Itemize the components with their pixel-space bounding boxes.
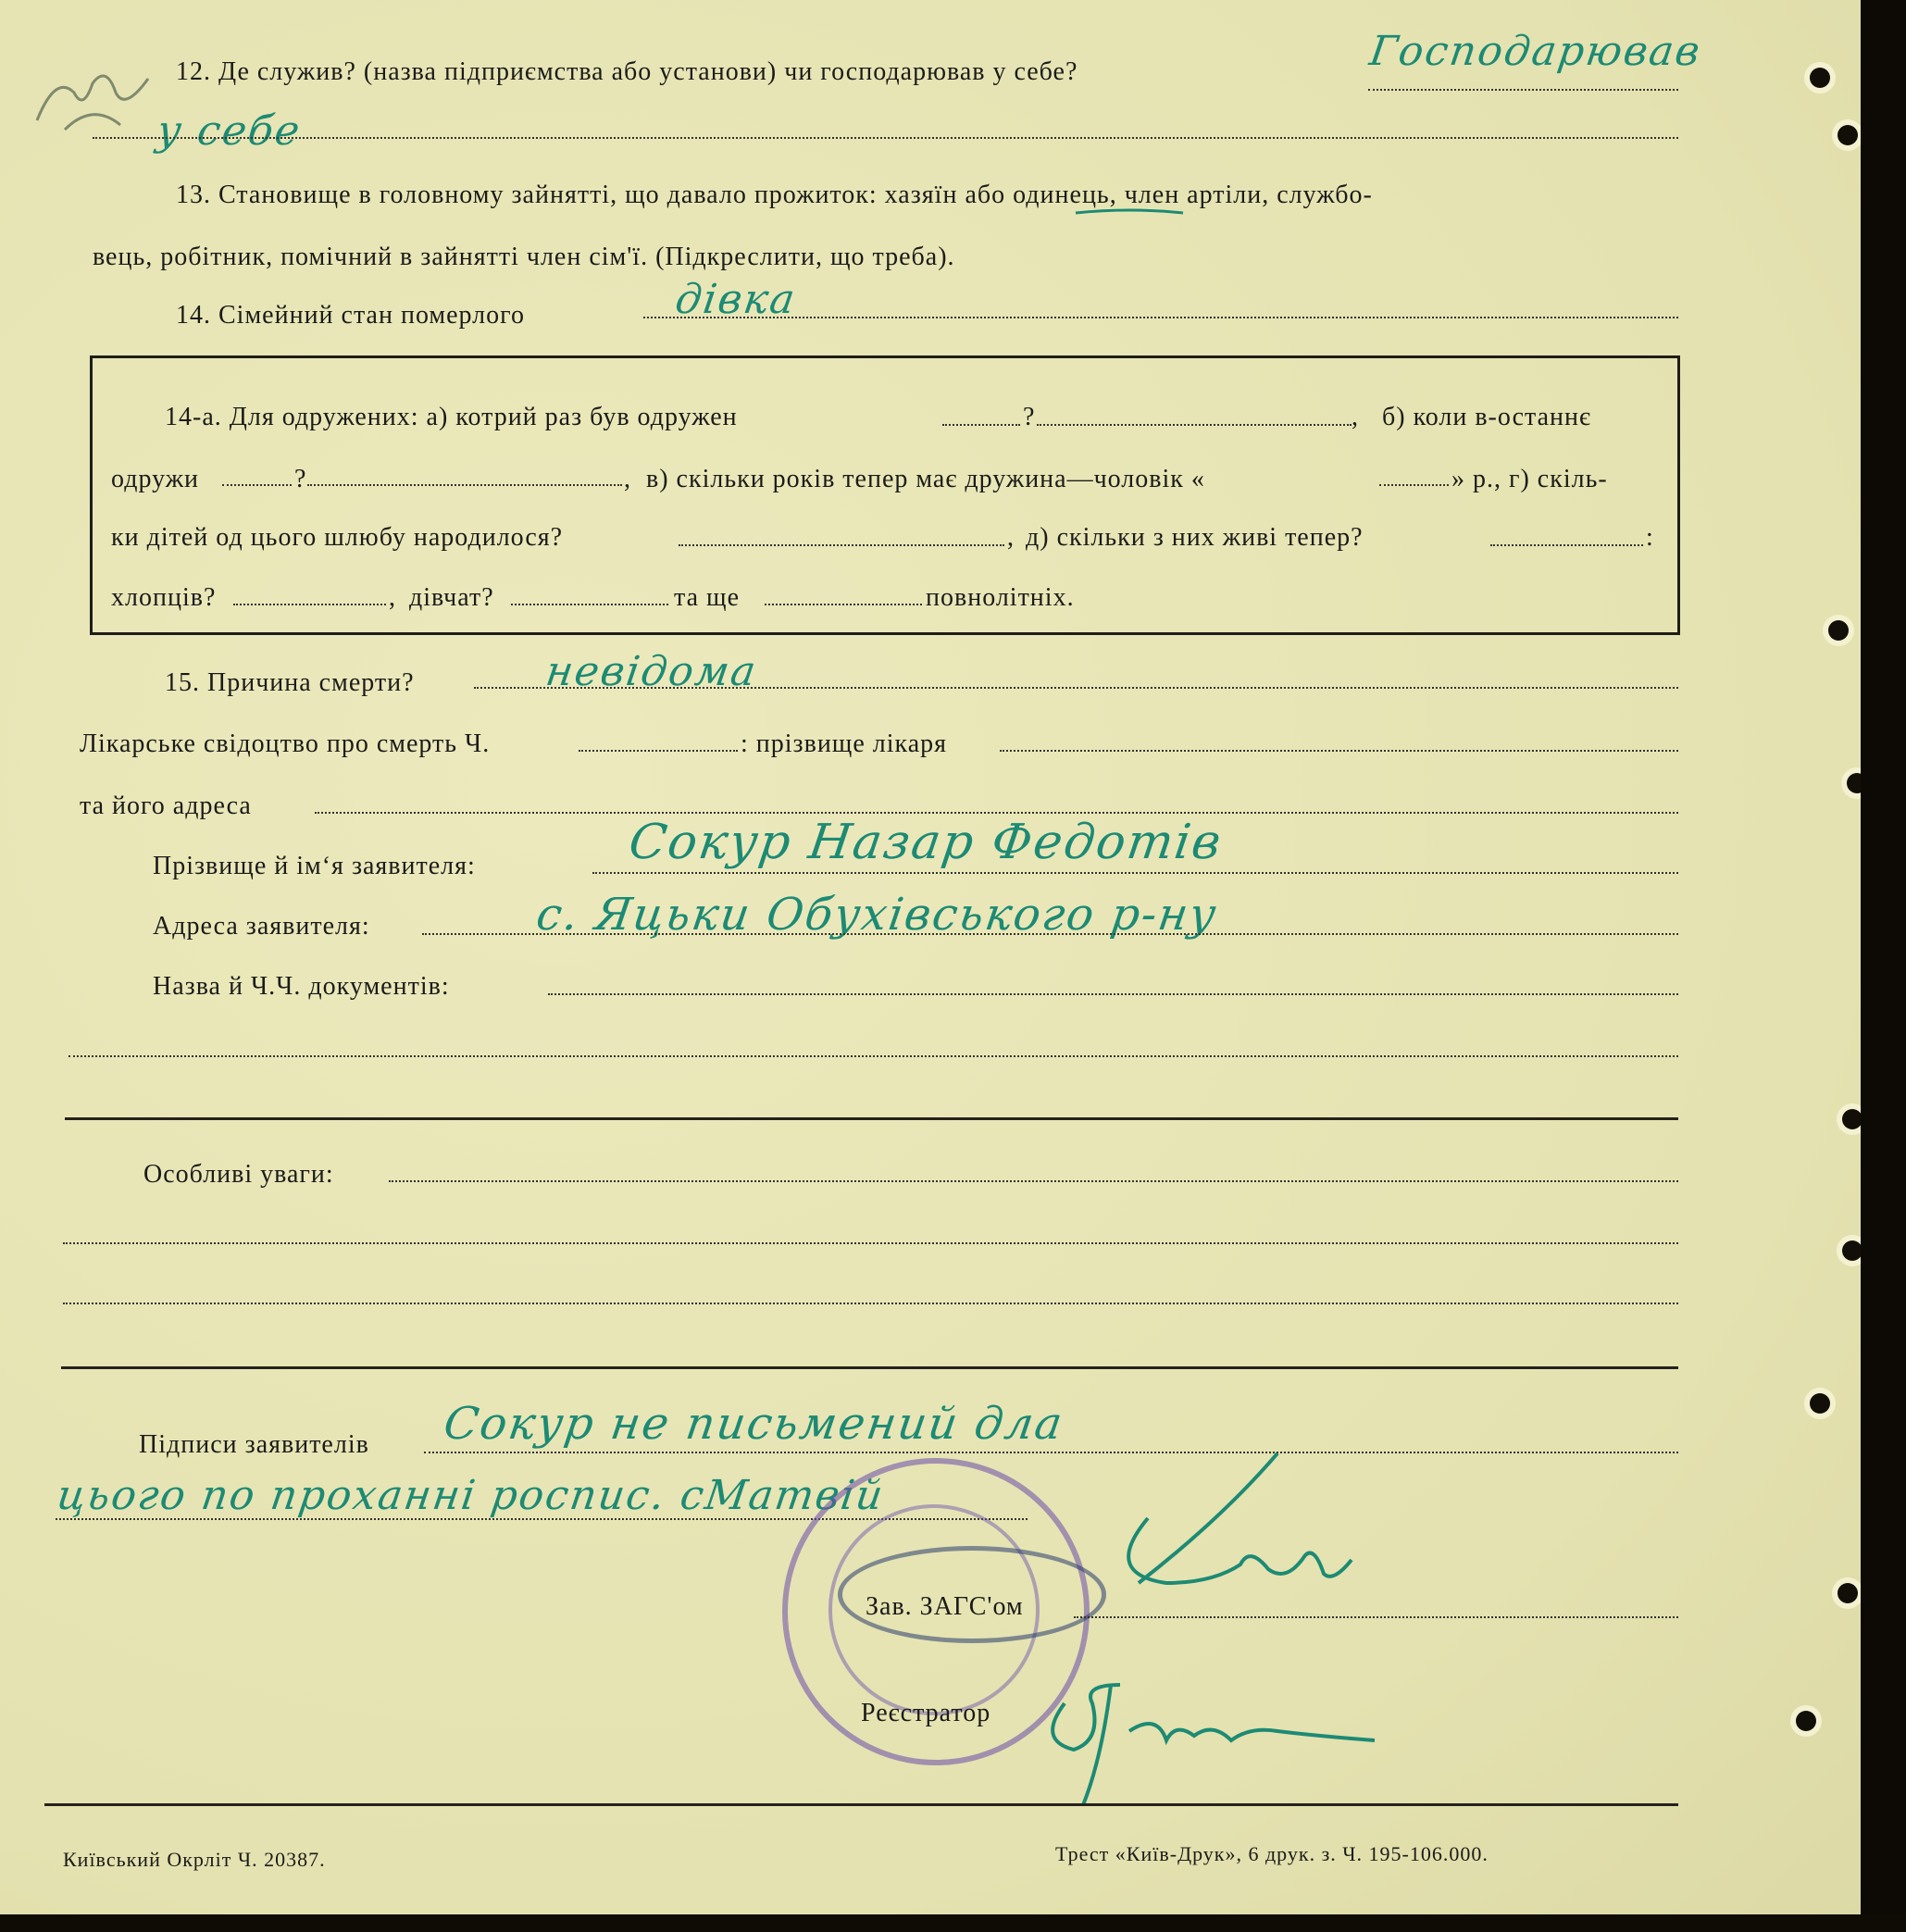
signatures-field-1 <box>424 1452 1678 1453</box>
applicant-addr-field <box>422 933 1678 935</box>
punch-hole <box>1837 1583 1858 1603</box>
q14a-field-boys <box>233 604 386 605</box>
punch-hole <box>1810 68 1830 88</box>
med-cert-field <box>579 750 738 752</box>
q12-answer-2: у себе <box>154 107 305 155</box>
q12-answer-1: Господарював <box>1366 28 1705 75</box>
scan-background-right <box>1861 0 1906 1932</box>
q14a-comma-1: , <box>1352 403 1359 431</box>
q15-line <box>474 687 1678 689</box>
q14a-field-a <box>942 424 1020 426</box>
q14a-line-2b: в) скільки років тепер має дружина—чоловік « <box>646 465 1205 493</box>
docs-field <box>548 993 1678 995</box>
q14a-field-b <box>222 484 292 486</box>
q13-underline <box>1074 206 1185 218</box>
registrar-label: Реєстратор <box>861 1699 991 1727</box>
q14a-q2: ? <box>294 465 307 493</box>
q14a-line-4a: хлопців? <box>111 583 217 612</box>
margin-initials <box>28 56 167 139</box>
punch-hole <box>1796 1711 1816 1731</box>
q14-label: 14. Сімейний стан померлого <box>176 301 525 330</box>
signatures-answer-2: цього по проханні роспис. сМатвій <box>54 1472 888 1519</box>
applicant-addr: с. Яцьки Обухівського р-ну <box>533 889 1221 941</box>
q14a-line-2c: » р., г) скіль- <box>1451 465 1608 493</box>
q14a-field-e <box>1490 544 1643 546</box>
q14a-line-4c: та ще <box>674 583 740 612</box>
applicant-name-field <box>592 872 1678 874</box>
docs-field-2 <box>69 1055 1678 1057</box>
q14a-line-2a: одружи <box>111 465 200 493</box>
q14a-line-4b: дівчат? <box>409 583 494 612</box>
q12-label: 12. Де служив? (назва підприємства або установи) чи господарював у себе? <box>176 57 1078 86</box>
signatures-label: Підписи заявителів <box>139 1430 369 1459</box>
q12-line-1 <box>1368 89 1678 91</box>
q14a-colon: : <box>1646 523 1654 552</box>
applicant-addr-label: Адреса заявителя: <box>153 912 370 941</box>
doctor-name-field <box>1000 750 1678 752</box>
married-box <box>90 355 1680 635</box>
q14a-q1: ? <box>1023 403 1036 431</box>
doctor-addr-field <box>315 812 1678 814</box>
head-signature <box>1083 1444 1379 1629</box>
divider-3 <box>44 1803 1678 1806</box>
q14a-line-4d: повнолітніх. <box>926 583 1075 612</box>
signatures-answer-1: Сокур не письмений дла <box>441 1398 1067 1450</box>
q15-answer: невідома <box>542 648 761 695</box>
applicant-name: Сокур Назар Федотів <box>625 815 1227 870</box>
punch-hole <box>1837 125 1858 145</box>
notes-field-1 <box>389 1180 1678 1182</box>
q14-line <box>643 317 1678 318</box>
q14a-line-1: 14-а. Для одружених: а) котрий раз був одружен <box>165 403 738 431</box>
q13-line-2: вець, робітник, помічний в зайнятті член сім'ї. (Підкреслити, що треба). <box>93 243 955 271</box>
notes-field-3 <box>63 1303 1678 1304</box>
footer-right: Трест «Київ-Друк», 6 друк. з. Ч. 195-106.000. <box>1055 1842 1489 1865</box>
footer-left: Київський Окрліт Ч. 20387. <box>63 1848 326 1871</box>
notes-field-2 <box>63 1242 1678 1244</box>
q14a-field-b2 <box>307 484 622 486</box>
docs-label: Назва й Ч.Ч. документів: <box>153 972 450 1001</box>
punch-hole <box>1842 1109 1861 1129</box>
head-label: Зав. ЗАГС'ом <box>866 1592 1024 1621</box>
divider-1 <box>65 1117 1678 1120</box>
doctor-addr-label: та його адреса <box>80 791 252 820</box>
punch-hole <box>1842 1240 1861 1261</box>
applicant-name-label: Прізвище й ім‘я заявителя: <box>153 852 476 880</box>
q14a-b-label: б) коли в-останнє <box>1382 403 1592 431</box>
q12-line-2 <box>93 137 1678 139</box>
q14a-field-a2 <box>1037 424 1352 426</box>
notes-label: Особливі уваги: <box>143 1160 334 1189</box>
q14a-field-d <box>679 544 1004 546</box>
doctor-name-label: : прізвище лікаря <box>741 729 948 758</box>
registrar-signature <box>1018 1648 1389 1814</box>
q14-answer: дівка <box>672 276 800 323</box>
med-cert-label: Лікарське свідоцтво про смерть Ч. <box>80 729 491 758</box>
q14a-line-3a: ки дітей од цього шлюбу народилося? <box>111 523 564 552</box>
punch-hole <box>1847 773 1861 793</box>
q14a-comma-3: , <box>1007 523 1015 552</box>
q14a-comma-2: , <box>624 465 631 493</box>
divider-2 <box>61 1366 1678 1369</box>
q15-label: 15. Причина смерти? <box>165 668 415 697</box>
scan-background-bottom <box>0 1914 1906 1932</box>
punch-hole <box>1810 1393 1830 1414</box>
q14a-field-c <box>1379 484 1449 486</box>
q13-line-1: 13. Становище в головному зайнятті, що давало прожиток: хазяїн або одинець, член артіли, службо- <box>176 181 1373 209</box>
q14a-field-girls <box>511 604 668 605</box>
q14a-line-3b: д) скільки з них живі тепер? <box>1026 523 1364 552</box>
punch-hole <box>1828 620 1849 641</box>
q14a-field-adults <box>765 604 922 605</box>
q14a-comma-4: , <box>389 583 396 612</box>
